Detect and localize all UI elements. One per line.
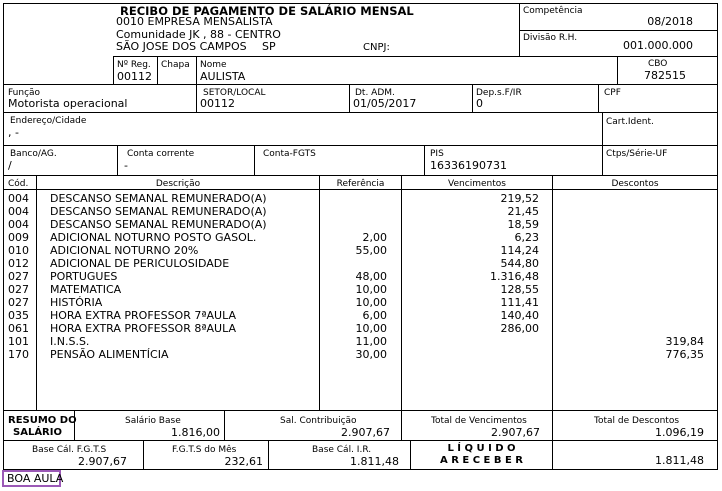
divider <box>196 84 197 113</box>
col-header-cod: Cód. <box>8 179 29 189</box>
divider <box>424 145 425 176</box>
reg-value: 00112 <box>117 70 152 83</box>
divider <box>401 410 402 441</box>
cell-cod: 170 <box>8 348 29 361</box>
divider <box>552 175 553 411</box>
divider <box>113 56 718 57</box>
cbo-value: 782515 <box>644 69 686 82</box>
cell-cod: 061 <box>8 322 29 335</box>
reg-label: Nº Reg. <box>117 60 151 70</box>
cell-descricao: MATEMATICA <box>50 283 122 296</box>
divider <box>3 112 718 113</box>
divider <box>349 84 350 113</box>
divider <box>602 145 603 176</box>
company-name: 0010 EMPRESA MENSALISTA <box>116 15 273 28</box>
divider <box>113 56 114 85</box>
fgts-mes-label: F.G.T.S do Mês <box>172 445 237 455</box>
banco-label: Banco/AG. <box>10 149 57 159</box>
cell-referencia: 30,00 <box>355 348 387 361</box>
ctps-label: Ctps/Série-UF <box>606 149 668 159</box>
border-bottom <box>3 469 718 470</box>
cell-referencia: 6,00 <box>362 309 387 322</box>
fgts-mes-value: 232,61 <box>224 455 263 468</box>
divider <box>617 56 618 85</box>
col-header-descricao: Descrição <box>155 179 201 189</box>
cell-descricao: DESCANSO SEMANAL REMUNERADO(A) <box>50 218 267 231</box>
cell-descricao: DESCANSO SEMANAL REMUNERADO(A) <box>50 192 267 205</box>
adm-label: Dt. ADM. <box>355 88 395 98</box>
endereco-label: Endereço/Cidade <box>10 116 87 126</box>
resumo-line2: SALÁRIO <box>13 427 62 438</box>
cell-cod: 027 <box>8 270 29 283</box>
setor-value: 00112 <box>200 97 235 110</box>
divider <box>117 145 118 176</box>
cell-referencia: 48,00 <box>355 270 387 283</box>
cell-cod: 035 <box>8 309 29 322</box>
cell-vencimento: 128,55 <box>500 283 539 296</box>
sal-contrib-value: 2.907,67 <box>341 426 390 439</box>
tag-badge <box>2 470 64 487</box>
banco-value: / <box>8 159 12 172</box>
divider <box>598 84 599 113</box>
setor-label: SETOR/LOCAL <box>203 88 266 98</box>
conta-label: Conta corrente <box>127 149 195 159</box>
cell-referencia: 11,00 <box>355 335 387 348</box>
liquido-value: 1.811,48 <box>655 454 704 467</box>
company-state: SP <box>262 40 276 53</box>
funcao-value: Motorista operacional <box>8 97 128 110</box>
cell-cod: 009 <box>8 231 29 244</box>
divider <box>472 84 473 113</box>
cell-referencia: 10,00 <box>355 322 387 335</box>
divisao-value: 001.000.000 <box>623 39 693 52</box>
cell-descricao: PORTUGUES <box>50 270 118 283</box>
doc-title: RECIBO DE PAGAMENTO DE SALÁRIO MENSAL <box>120 4 414 18</box>
resumo-line1: RESUMO DO <box>8 415 77 426</box>
col-header-vencimentos: Vencimentos <box>448 179 506 189</box>
cell-descricao: DESCANSO SEMANAL REMUNERADO(A) <box>50 205 267 218</box>
cell-referencia: 2,00 <box>362 231 387 244</box>
liquido-label-line2: A R E C E B E R <box>440 455 523 466</box>
cpf-label: CPF <box>604 88 621 98</box>
cbo-label: CBO <box>648 59 668 69</box>
total-venc-value: 2.907,67 <box>491 426 540 439</box>
divider <box>196 56 197 85</box>
cell-desconto: 776,35 <box>665 348 704 361</box>
cell-referencia: 10,00 <box>355 296 387 309</box>
divider <box>3 440 718 441</box>
divider <box>3 145 718 146</box>
divider <box>36 175 37 411</box>
divider <box>519 30 718 31</box>
dep-value: 0 <box>476 97 483 110</box>
base-fgts-value: 2.907,67 <box>78 455 127 468</box>
chapa-label: Chapa <box>161 60 190 70</box>
tag-label: BOA AULA <box>7 472 64 485</box>
cell-cod: 010 <box>8 244 29 257</box>
cell-cod: 004 <box>8 192 29 205</box>
divider <box>268 440 269 470</box>
cell-cod: 012 <box>8 257 29 270</box>
cell-descricao: ADICIONAL NOTURNO 20% <box>50 244 199 257</box>
competencia-value: 08/2018 <box>647 15 693 28</box>
divider <box>3 410 718 411</box>
nome-label: Nome <box>200 60 227 70</box>
divider <box>3 175 718 176</box>
cell-referencia: 55,00 <box>355 244 387 257</box>
base-ir-label: Base Cál. I.R. <box>312 445 372 455</box>
cell-cod: 101 <box>8 335 29 348</box>
cell-vencimento: 18,59 <box>507 218 539 231</box>
divider <box>254 145 255 176</box>
col-header-descontos: Descontos <box>611 179 659 189</box>
divider <box>224 410 225 441</box>
cell-cod: 027 <box>8 283 29 296</box>
fgts-account-label: Conta-FGTS <box>263 149 316 159</box>
cell-descricao: PENSÃO ALIMENTÍCIA <box>50 348 169 361</box>
funcao-label: Função <box>8 88 41 98</box>
cell-vencimento: 140,40 <box>500 309 539 322</box>
cell-descricao: HISTÓRIA <box>50 296 103 309</box>
cell-descricao: I.N.S.S. <box>50 335 90 348</box>
cell-cod: 004 <box>8 205 29 218</box>
divider <box>157 56 158 85</box>
total-desc-label: Total de Descontos <box>594 416 680 426</box>
salario-base-value: 1.816,00 <box>171 426 220 439</box>
company-city: SÃO JOSE DOS CAMPOS <box>116 40 247 53</box>
dep-label: Dep.s.F/IR <box>476 88 522 98</box>
cell-vencimento: 111,41 <box>500 296 539 309</box>
total-venc-label: Total de Vencimentos <box>431 416 527 426</box>
border-left <box>3 3 4 470</box>
total-desc-value: 1.096,19 <box>655 426 704 439</box>
cell-vencimento: 6,23 <box>514 231 539 244</box>
cell-descricao: HORA EXTRA PROFESSOR 7ªAULA <box>50 309 237 322</box>
divisao-label: Divisão R.H. <box>523 33 578 43</box>
cell-vencimento: 21,45 <box>507 205 539 218</box>
base-fgts-label: Base Cál. F.G.T.S <box>32 445 107 455</box>
cell-cod: 004 <box>8 218 29 231</box>
border-right <box>717 3 718 470</box>
divider <box>143 440 144 470</box>
pis-value: 16336190731 <box>430 159 507 172</box>
salario-base-label: Salário Base <box>125 416 181 426</box>
pis-label: PIS <box>430 149 444 159</box>
base-ir-value: 1.811,48 <box>350 455 399 468</box>
liquido-label-line1: L Í Q U I D O <box>447 443 516 454</box>
cell-descricao: HORA EXTRA PROFESSOR 8ªAULA <box>50 322 237 335</box>
cell-vencimento: 114,24 <box>500 244 539 257</box>
conta-value: - <box>124 159 128 172</box>
nome-value: AULISTA <box>200 70 246 83</box>
cell-vencimento: 219,52 <box>500 192 539 205</box>
divider <box>552 410 553 470</box>
cell-referencia: 10,00 <box>355 283 387 296</box>
adm-value: 01/05/2017 <box>353 97 417 110</box>
cell-descricao: ADICIONAL DE PERICULOSIDADE <box>50 257 230 270</box>
cart-ident-label: Cart.Ident. <box>606 117 654 127</box>
divider <box>3 84 718 85</box>
cell-vencimento: 1.316,48 <box>490 270 539 283</box>
endereco-value: , - <box>8 126 19 139</box>
cell-desconto: 319,84 <box>665 335 704 348</box>
cell-vencimento: 286,00 <box>500 322 539 335</box>
cell-cod: 027 <box>8 296 29 309</box>
company-address: Comunidade JK , 88 - CENTRO <box>116 28 281 41</box>
cnpj-label: CNPJ: <box>363 42 390 53</box>
competencia-label: Competência <box>523 6 583 16</box>
divider <box>519 3 520 57</box>
sal-contrib-label: Sal. Contribuição <box>280 416 357 426</box>
cell-descricao: ADICIONAL NOTURNO POSTO GASOL. <box>50 231 257 244</box>
col-header-referencia: Referência <box>336 179 385 189</box>
divider <box>602 112 603 146</box>
cell-vencimento: 544,80 <box>500 257 539 270</box>
